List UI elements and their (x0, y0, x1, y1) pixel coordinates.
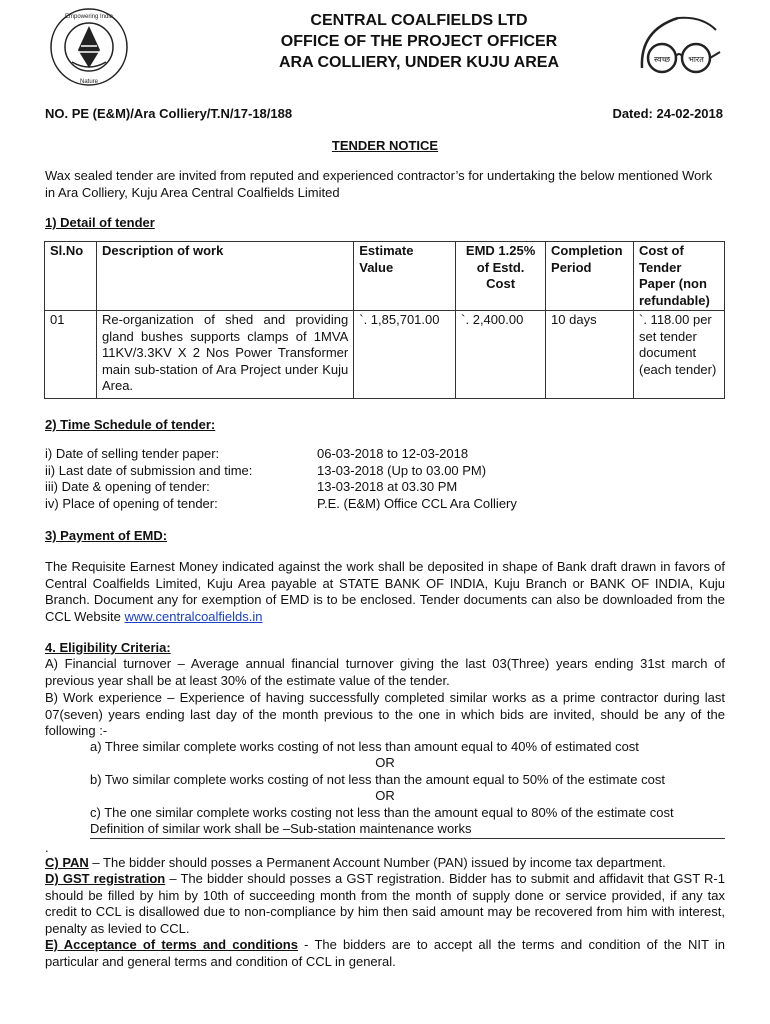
terms-paragraph (45, 937, 725, 970)
dot: . (45, 840, 49, 855)
schedule-label: ii) Last date of submission and time: (45, 462, 253, 478)
cell-slno: 01 (45, 311, 97, 399)
tender-detail-table (44, 241, 725, 399)
unit-name: ARA COLLIERY, UNDER KUJU AREA (278, 54, 559, 71)
schedule-value: P.E. (E&M) Office CCL Ara Colliery (317, 495, 517, 511)
reference-line (45, 106, 723, 121)
section4-heading: 4. Eligibility Criteria: (45, 640, 171, 655)
svg-text:Empowering India: Empowering India (64, 14, 114, 20)
cell-estimate: `. 1,85,701.00 (354, 311, 456, 399)
col-period: Completion Period (546, 242, 634, 311)
schedule-item (45, 463, 517, 480)
cell-period: 10 days (546, 311, 634, 399)
section1-heading: 1) Detail of tender (45, 215, 155, 230)
or-separator: OR (375, 755, 395, 770)
time-schedule (45, 446, 517, 512)
section3-heading: 3) Payment of EMD: (45, 528, 168, 543)
gst-paragraph (45, 871, 725, 937)
schedule-item (45, 479, 517, 496)
cell-description: Re-organization of shed and providing gland bushes supports clamps of 1MVA 11KV/3.3KV X 2 Nos Power Transformer main sub-station of Ara Project under Kuju Area. (96, 311, 353, 399)
work-experience-text: B) Work experience – Experience of having successfully completed similar works as a prime contractor during last 07(seven) years ending last day of the month previous to the one in which bids are invited, should be any of the following :- (45, 690, 725, 738)
ccl-website-link[interactable]: www.centralcoalfields.in (124, 608, 263, 624)
table-header-row (45, 242, 725, 311)
similar-work-definition: Definition of similar work shall be –Sub-station maintenance works (90, 821, 472, 836)
schedule-label: iii) Date & opening of tender: (45, 479, 210, 494)
company-name: CENTRAL COALFIELDS LTD (310, 12, 528, 29)
letterhead (0, 10, 770, 73)
or-separator: OR (375, 788, 395, 803)
pan-text: – The bidder should posses a Permanent Account Number (PAN) issued by income tax department. (88, 855, 666, 870)
option-b: b) Two similar complete works costing of not less than the amount equal to 50% of the estimate cost (90, 772, 665, 787)
pan-paragraph (45, 855, 725, 872)
svg-text:स्वच्छ: स्वच्छ (653, 55, 671, 64)
col-estimate: Estimate Value (354, 242, 456, 311)
schedule-item (45, 496, 517, 513)
col-cost: Cost of Tender Paper (non refundable) (634, 242, 725, 311)
reference-number: NO. PE (E&M)/Ara Colliery/T.N/17-18/188 (45, 106, 293, 121)
col-slno: Sl.No (45, 242, 97, 311)
col-emd: EMD 1.25% of Estd. Cost (456, 242, 546, 311)
svg-text:Nature: Nature (79, 79, 99, 85)
gst-text: – The bidder should posses a GST registration. Bidder has to submit and affidavit that GST R-1 should be filled by him by 10th of succeeding month from the month of supply done or service provided, if any tax credit to CCL is disallowed due to non-compliance by him then said amount may be recovered from him with interest, penalty as levied to CCL. (45, 871, 725, 936)
schedule-value: 06-03-2018 to 12-03-2018 (317, 446, 469, 461)
dated: Dated: 24-02-2018 (612, 106, 723, 121)
office-name: OFFICE OF THE PROJECT OFFICER (280, 33, 558, 50)
divider (90, 838, 725, 839)
schedule-item (45, 446, 517, 463)
cell-cost: `. 118.00 per set tender document (each tender) (634, 311, 725, 399)
intro-paragraph: Wax sealed tender are invited from reputed and experienced contractor’s for undertaking the below mentioned Work in Ara Colliery, Kuju Area Central Coalfields Limited (45, 168, 713, 200)
table-row (45, 311, 725, 399)
schedule-label: i) Date of selling tender paper: (45, 446, 220, 461)
emd-text: The Requisite Earnest Money indicated against the work shall be deposited in shape of Bank draft drawn in favors of Central Coalfields Limited, Kuju Area payable at STATE BANK OF INDIA, Kuju Branch or BANK OF INDIA, Kuju Branch. Document any for exemption of EMD is to be enclosed. Tender documents can also be downloaded from the CCL Website (45, 559, 725, 624)
emd-paragraph (45, 559, 725, 625)
page-title: TENDER NOTICE (331, 138, 439, 153)
option-a: a) Three similar complete works costing of not less than amount equal to 40% of estimated cost (90, 739, 639, 754)
schedule-value: 13-03-2018 (Up to 03.00 PM) (317, 462, 487, 478)
col-description: Description of work (96, 242, 353, 311)
terms-text: - The bidders are to accept all the terms and condition of the NIT in particular and general terms and condition of CCL in general. (45, 937, 726, 969)
pan-label: C) PAN (45, 855, 89, 870)
cell-emd: `. 2,400.00 (456, 311, 546, 399)
schedule-value: 13-03-2018 at 03.30 PM (317, 479, 458, 494)
financial-turnover-text: A) Financial turnover – Average annual financial turnover giving the last 03(Three) years ending 31st march of previous year shall be at least 30% of the estimate value of the tender. (45, 656, 725, 688)
terms-label: E) Acceptance of terms and conditions (45, 937, 298, 952)
svg-text:भारत: भारत (688, 55, 704, 64)
section2-heading: 2) Time Schedule of tender: (45, 417, 216, 432)
gst-label: D) GST registration (45, 871, 166, 886)
option-c: c) The one similar complete works costing not less than the amount equal to 80% of the estimate cost (90, 805, 674, 820)
schedule-label: iv) Place of opening of tender: (45, 495, 218, 511)
